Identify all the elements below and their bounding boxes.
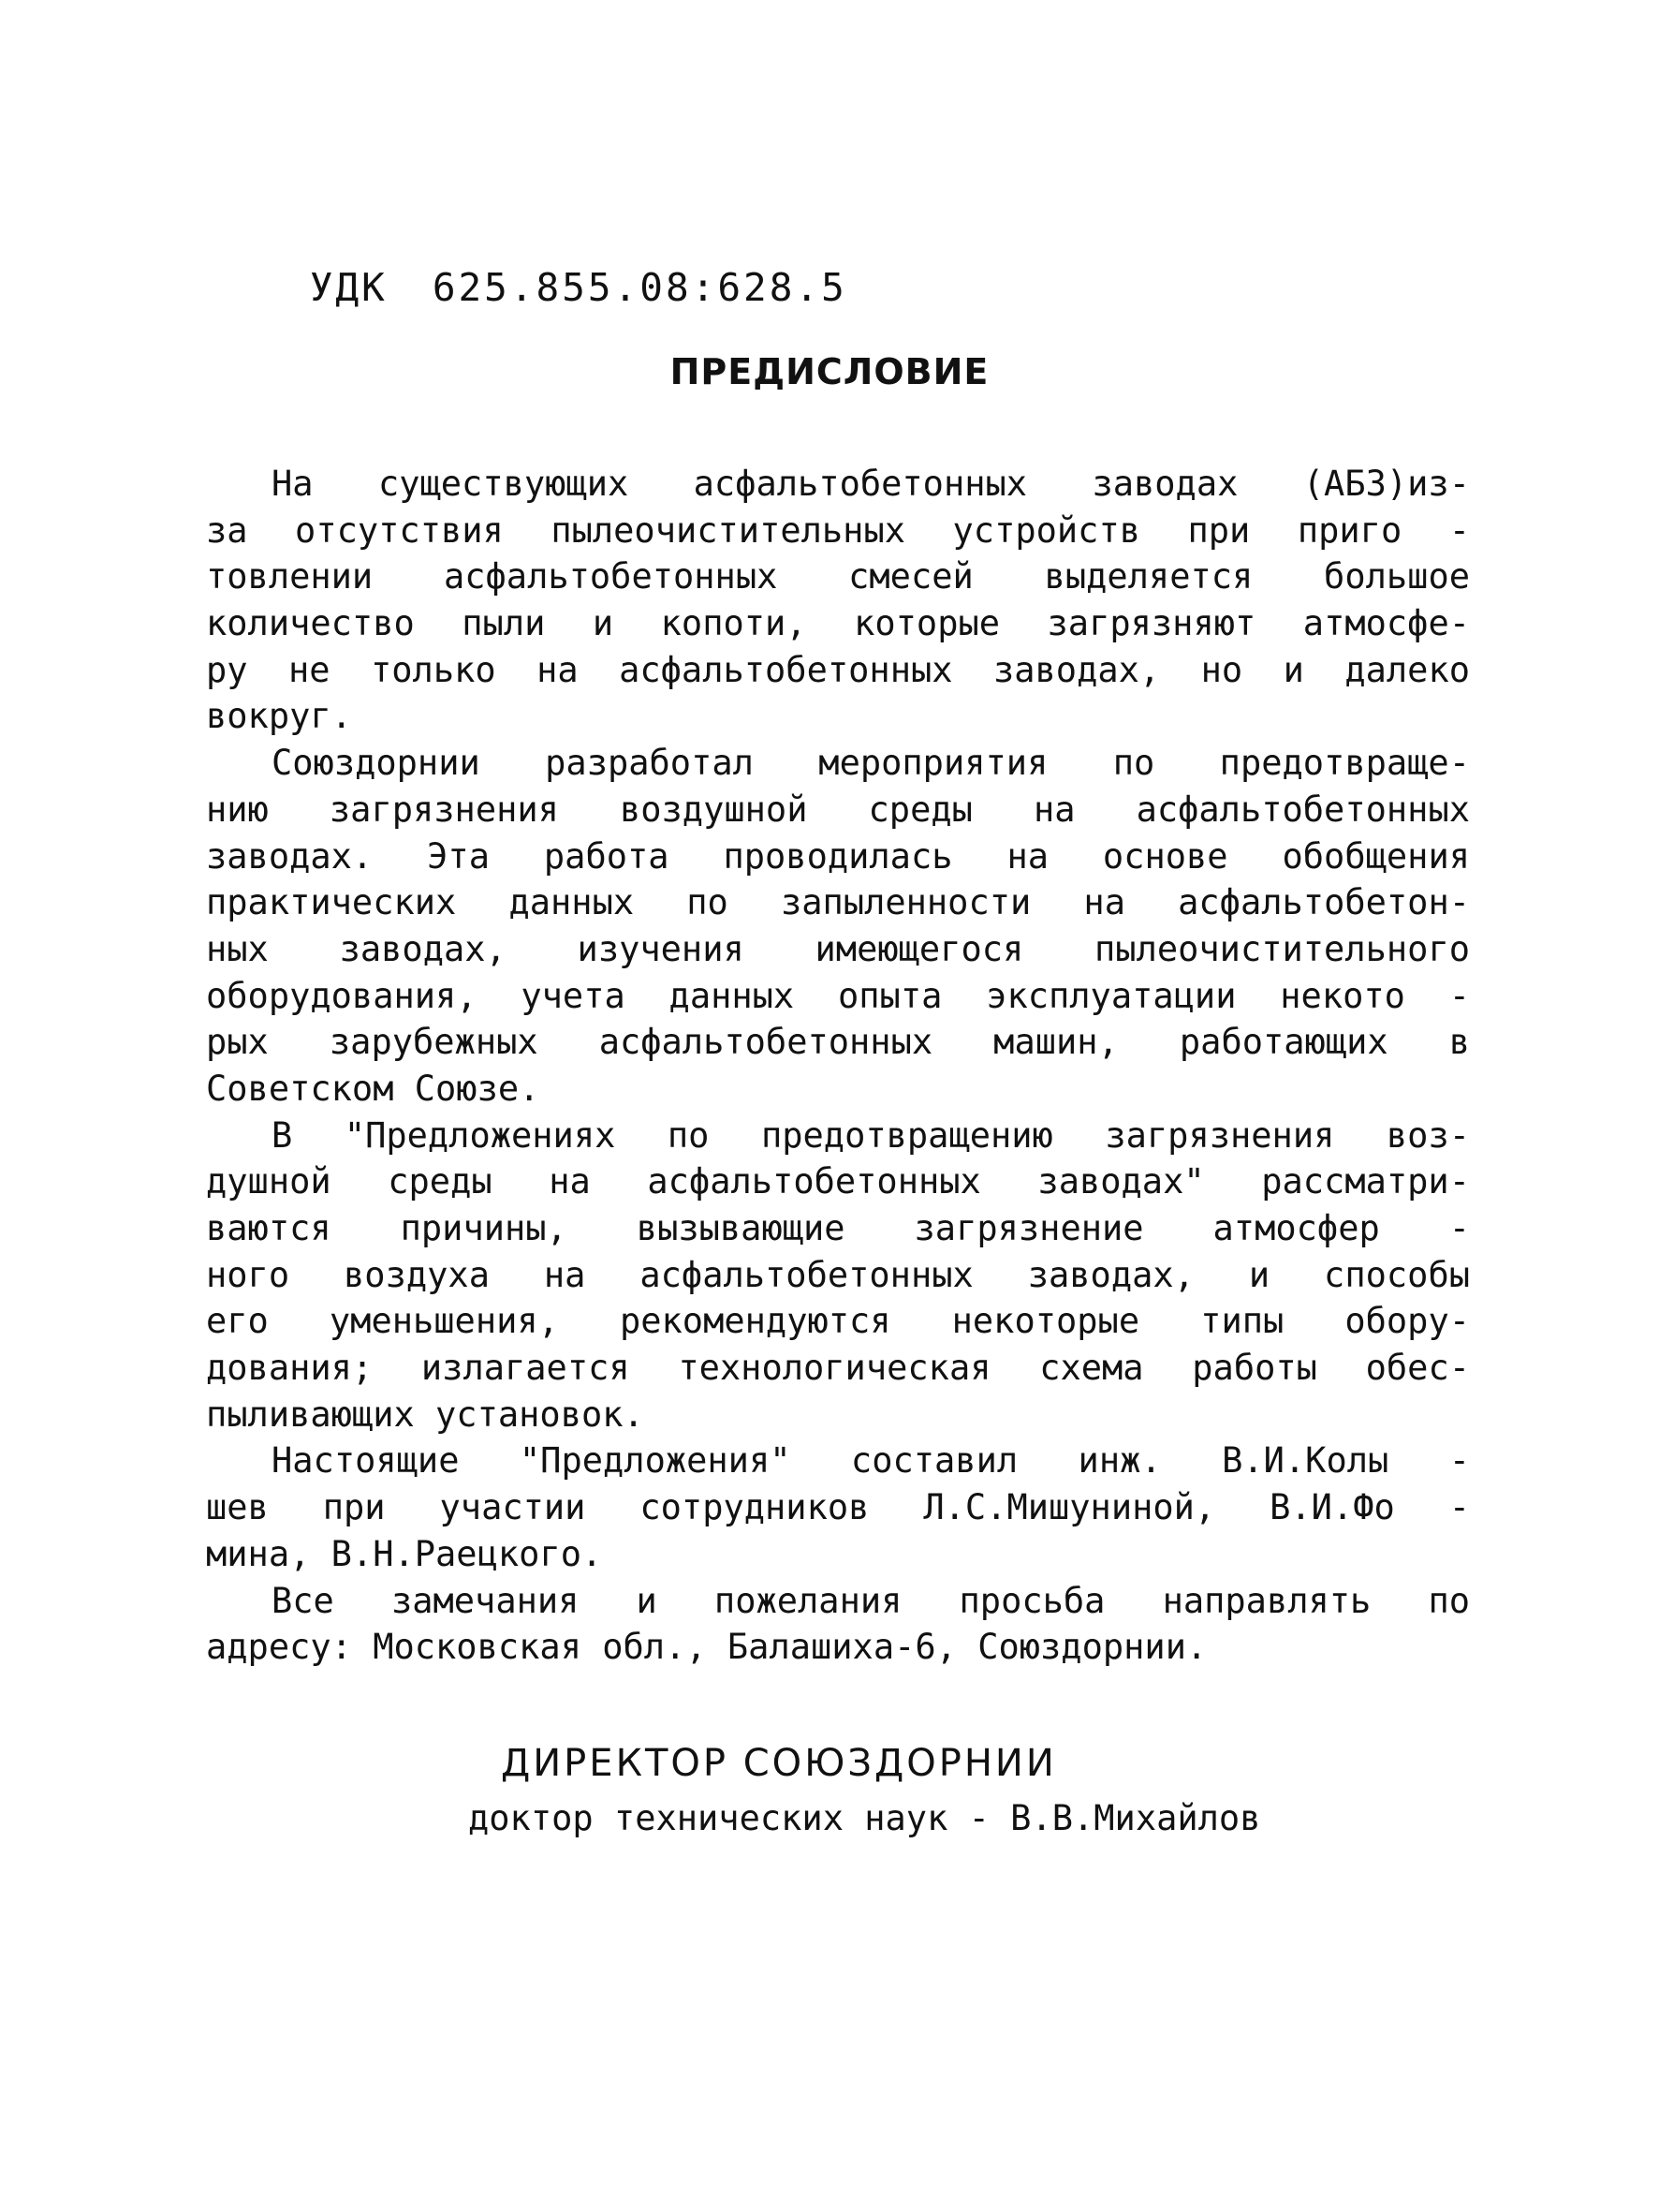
text-line: Советском Союзе.	[206, 1068, 540, 1109]
text-line: шев при участии сотрудников Л.С.Мишуниной, В.И.Фо -	[206, 1487, 1470, 1528]
text-line: дования; излагается технологическая схема работы обес-	[206, 1348, 1470, 1389]
text-line: практических данных по запыленности на асфальтобетон-	[206, 882, 1470, 923]
text-line: заводах. Эта работа проводилась на основе обобщения	[206, 835, 1470, 877]
udk-code: 625.855.08:628.5	[432, 265, 847, 310]
text-line: душной среды на асфальтобетонных заводах" рассматри-	[206, 1161, 1470, 1202]
text-line: ру не только на асфальтобетонных заводах, но и далеко	[206, 649, 1470, 690]
text-line: На существующих асфальтобетонных заводах (АБЗ)из-	[272, 464, 1470, 504]
foreword-body	[206, 461, 1470, 1671]
text-line: за отсутствия пылеочистительных устройств при приго -	[206, 509, 1470, 551]
udk-classification	[206, 220, 847, 355]
text-line: нию загрязнения воздушной среды на асфальтобетонных	[206, 789, 1470, 830]
signatory-position: ДИРЕКТОР СОЮЗДОРНИИ	[501, 1742, 1057, 1785]
text-line: адресу: Московская обл., Балашиха-6, Союздорнии.	[206, 1627, 1208, 1668]
text-line: товлении асфальтобетонных смесей выделяется большое	[206, 556, 1470, 597]
text-line: ваются причины, вызывающие загрязнение атмосфер -	[206, 1208, 1470, 1248]
udk-label: УДК	[309, 265, 388, 310]
page-title: ПРЕДИСЛОВИЕ	[669, 351, 990, 392]
text-line: ных заводах, изучения имеющегося пылеочистительного	[206, 928, 1470, 969]
text-line: рых зарубежных асфальтобетонных машин, работающих в	[206, 1022, 1470, 1063]
text-line: Все замечания и пожелания просьба направлять по	[272, 1580, 1470, 1621]
text-line: оборудования, учета данных опыта эксплуатации некото -	[206, 975, 1470, 1016]
text-line: его уменьшения, рекомендуются некоторые типы обору-	[206, 1301, 1470, 1342]
text-line: пыливающих установок.	[206, 1394, 644, 1435]
text-line: мина, В.Н.Раецкого.	[206, 1533, 603, 1574]
text-line: Настоящие "Предложения" составил инж. В.И.Колы -	[272, 1440, 1470, 1482]
text-line: вокруг.	[206, 696, 352, 737]
text-line: В "Предложениях по предотвращению загрязнения воз-	[272, 1114, 1470, 1156]
text-line: Союздорнии разработал мероприятия по предотвраще-	[272, 743, 1470, 784]
signatory-name-line: доктор технических наук - В.В.Михайлов	[468, 1798, 1261, 1838]
text-line: количество пыли и копоти, которые загрязняют атмосфе-	[206, 603, 1470, 644]
text-line: ного воздуха на асфальтобетонных заводах, и способы	[206, 1254, 1470, 1295]
